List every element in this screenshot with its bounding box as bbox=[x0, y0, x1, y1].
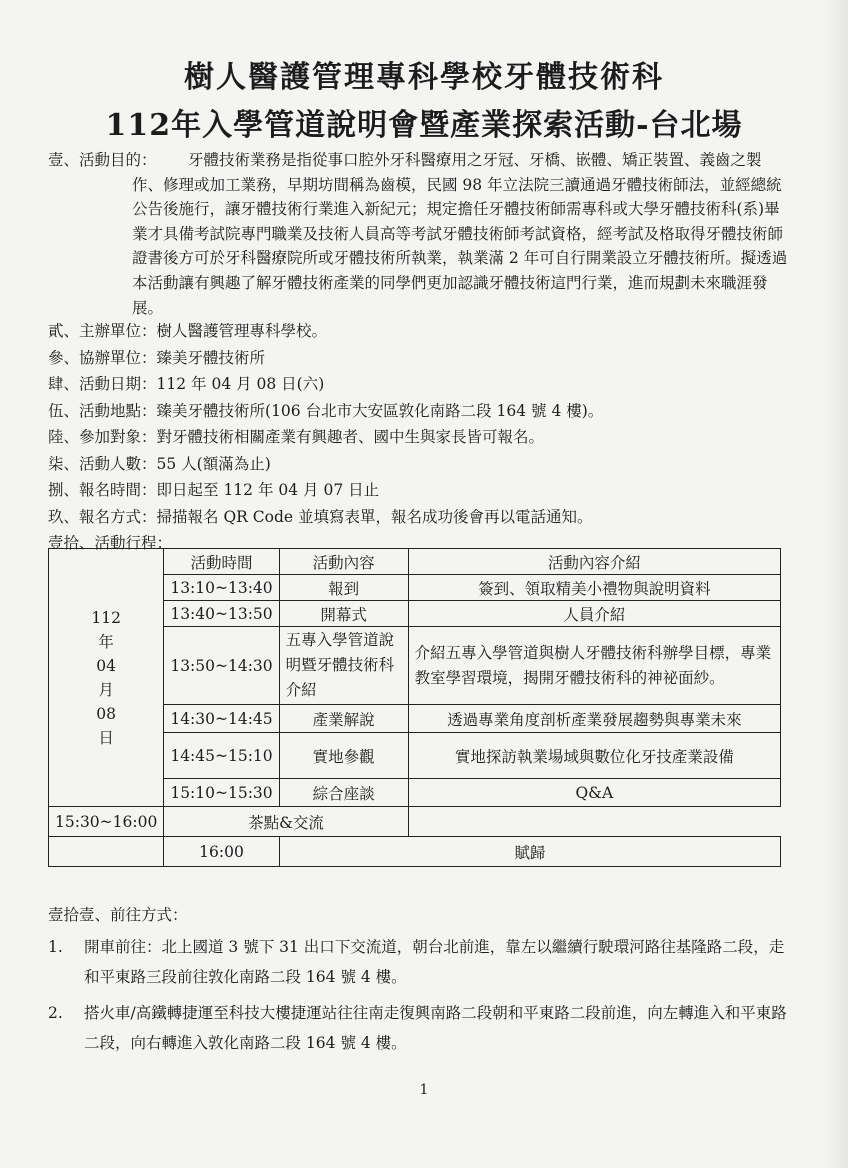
table-row: 15:10~15:30 綜合座談 Q&A bbox=[49, 779, 781, 807]
info-co-organizer: 參、協辦單位：臻美牙體技術所 bbox=[48, 348, 266, 367]
transport-section bbox=[48, 902, 788, 1064]
page-number: 1 bbox=[419, 1082, 429, 1098]
schedule-header-row bbox=[49, 549, 781, 575]
info-registration-method: 玖、報名方式：掃描報名 QR Code 並填寫表單，報名成功後會再以電話通知。 bbox=[48, 507, 593, 526]
event-title: 112年入學管道說明會暨產業探索活動-台北場 bbox=[105, 108, 743, 143]
purpose-label: 壹、活動目的： bbox=[48, 151, 157, 169]
list-item: 1. 開車前往：北上國道 3 號下 31 出口下交流道，朝台北前進，靠左以繼續行駛環河路往基隆路二段，走和平東路三段前往敦化南路二段 164 號 4 樓。 bbox=[48, 938, 785, 986]
list-item: 2. 搭火車/高鐵轉捷運至科技大樓捷運站往往南走復興南路二段朝和平東路二段前進，向左轉進入和平東路二段，向右轉進入敦化南路二段 164 號 4 樓。 bbox=[48, 1004, 787, 1052]
event-info-list bbox=[48, 318, 808, 557]
header-time: 活動時間 bbox=[164, 549, 279, 575]
info-schedule-heading: 壹拾、活動行程： bbox=[48, 534, 173, 552]
header-activity: 活動內容 bbox=[279, 549, 408, 575]
purpose-text: 作、修理或加工業務，早期坊間稱為齒模，民國 98 年立法院三讀通過牙體技術師法，並經總統公告後施行，讓牙體技術行業進入新紀元；規定擔任牙體技術師需專科或大學牙體技術科(系)畢業才具備考試院專門職業及技術人員高等考試牙體技術師考試資格，經考試及格取得牙體技術師證書後方可於牙科醫療院所或牙體技術所執業，執業滿 2 年可自行開業設立牙體技術所。擬透過本活動讓有興趣了解牙體技術產業的同學們更加認識牙體技術這門行業，進而規劃未來職涯發展。 bbox=[132, 175, 788, 317]
table-row: 14:45~15:10 實地參觀 實地探訪執業場域與數位化牙技產業設備 bbox=[49, 733, 781, 779]
purpose-first-line: 牙體技術業務是指從事口腔外牙科醫療用之牙冠、牙橋、嵌體、矯正裝置、義齒之製 bbox=[188, 151, 762, 169]
info-registration-period: 捌、報名時間：即日起至 112 年 04 月 07 日止 bbox=[48, 481, 380, 499]
header-description: 活動內容介紹 bbox=[408, 549, 780, 575]
purpose-section bbox=[48, 148, 788, 320]
table-row: 16:00 賦歸 bbox=[49, 837, 781, 867]
transport-heading: 壹拾壹、前往方式： bbox=[48, 906, 188, 924]
info-organizer: 貳、主辦單位：樹人醫護管理專科學校。 bbox=[48, 322, 328, 340]
table-row: 13:50~14:30 五專入學管道說明暨牙體技術科介紹 介紹五專入學管道與樹人牙體技術科辦學目標，專業教室學習環境，揭開牙體技術科的神祕面紗。 bbox=[49, 627, 781, 705]
table-row: 14:30~14:45 產業解說 透過專業角度剖析產業發展趨勢與專業未來 bbox=[49, 705, 781, 733]
table-row: 13:10~13:40 報到 簽到、領取精美小禮物與說明資料 bbox=[49, 575, 781, 601]
schedule-date-cell: 112 年 04 月 08 日 bbox=[49, 549, 164, 807]
school-title: 樹人醫護管理專科學校牙體技術科 bbox=[184, 60, 664, 95]
table-row: 13:40~13:50 開幕式 人員介紹 bbox=[49, 601, 781, 627]
table-row: 15:30~16:00 茶點&交流 bbox=[49, 807, 781, 837]
scan-edge bbox=[824, 0, 848, 1168]
info-capacity: 柒、活動人數：55 人(額滿為止) bbox=[48, 454, 271, 473]
info-date: 肆、活動日期：112 年 04 月 08 日(六) bbox=[48, 375, 325, 393]
info-location: 伍、活動地點：臻美牙體技術所(106 台北市大安區敦化南路二段 164 號 4 樓)。 bbox=[48, 401, 604, 420]
info-audience: 陸、參加對象：對牙體技術相關產業有興趣者、國中生與家長皆可報名。 bbox=[48, 428, 545, 446]
schedule-table bbox=[48, 548, 781, 867]
